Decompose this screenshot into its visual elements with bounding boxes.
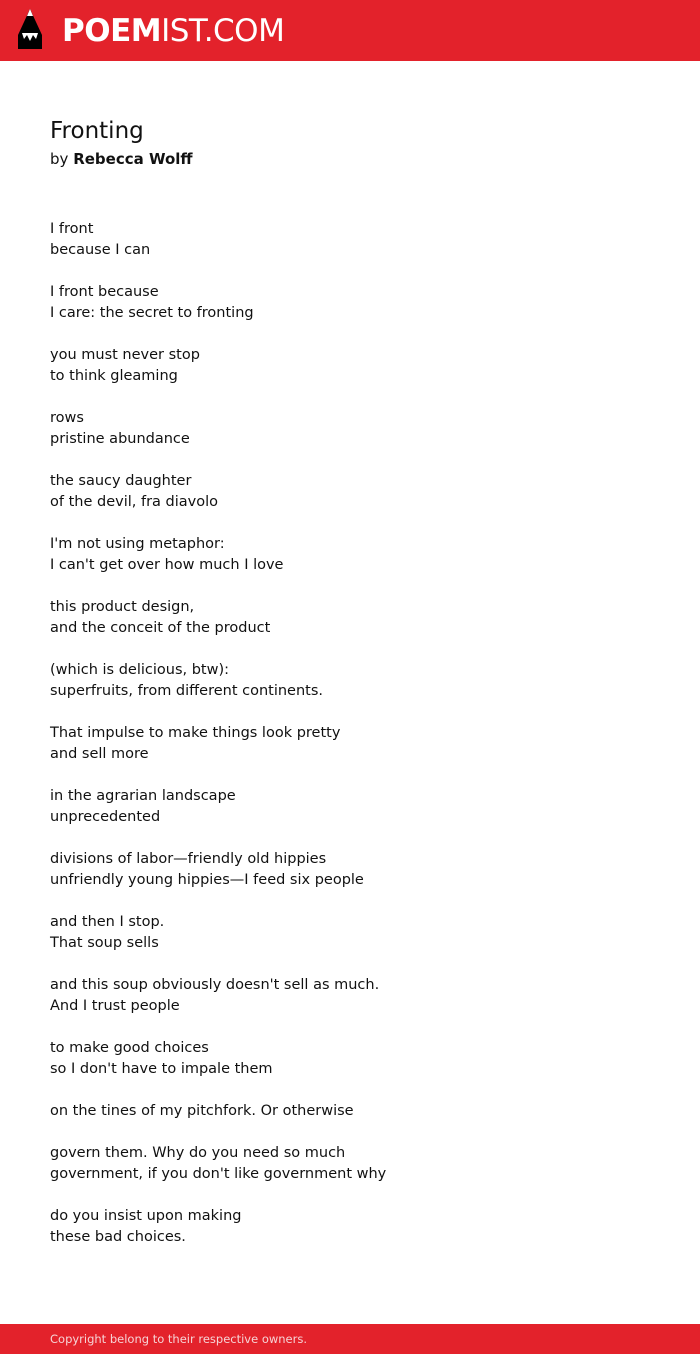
poem-line: I'm not using metaphor: (50, 536, 225, 552)
poem-line: That impulse to make things look pretty (50, 725, 341, 741)
poem-line: superfruits, from different continents. (50, 683, 324, 699)
stanza (50, 660, 650, 702)
poem-line: do you insist upon making (50, 1208, 242, 1224)
poem-line: I can't get over how much I love (50, 557, 284, 573)
poem-line: because I can (50, 242, 151, 258)
logo-bold-text: POEM (62, 13, 162, 49)
stanza (50, 1206, 650, 1248)
poem-title: Fronting (50, 118, 144, 144)
stanza (50, 534, 650, 576)
poem-line: and sell more (50, 746, 149, 762)
pencil-tip-icon[interactable] (16, 9, 44, 51)
stanza (50, 912, 650, 954)
poem-line: of the devil, fra diavolo (50, 494, 219, 510)
poem-line: I front (50, 221, 94, 237)
stanza (50, 1143, 650, 1185)
poem-line: the saucy daughter (50, 473, 192, 489)
stanza (50, 282, 650, 324)
poem-line: unfriendly young hippies—I feed six people (50, 872, 364, 888)
poem-line: I front because (50, 284, 159, 300)
poem-line: pristine abundance (50, 431, 190, 447)
poem-line: and then I stop. (50, 914, 165, 930)
stanza (50, 408, 650, 450)
copyright-text: Copyright belong to their respective owners. (50, 1332, 308, 1346)
byline-prefix: by (50, 150, 69, 168)
stanza (50, 1038, 650, 1080)
poem-line: these bad choices. (50, 1229, 186, 1245)
poem-line: to think gleaming (50, 368, 178, 384)
poem-line: so I don't have to impale them (50, 1061, 273, 1077)
stanza (50, 786, 650, 828)
author-name: Rebecca Wolff (73, 150, 193, 168)
poem-line: unprecedented (50, 809, 161, 825)
poem-line: (which is delicious, btw): (50, 662, 230, 678)
poem-line: and the conceit of the product (50, 620, 271, 636)
site-header (0, 0, 700, 61)
logo-light-text: IST.COM (161, 13, 285, 49)
stanza (50, 471, 650, 513)
poem-line: government, if you don't like government why (50, 1166, 387, 1182)
poem-line: govern them. Why do you need so much (50, 1145, 346, 1161)
poem-line: this product design, (50, 599, 195, 615)
site-footer (0, 1324, 700, 1354)
poem-line: and this soup obviously doesn't sell as much. (50, 977, 380, 993)
poem-line: I care: the secret to fronting (50, 305, 254, 321)
poem-line: in the agrarian landscape (50, 788, 236, 804)
poem-line: That soup sells (50, 935, 159, 951)
stanza (50, 849, 650, 891)
stanza (50, 975, 650, 1017)
poem-line: on the tines of my pitchfork. Or otherwise (50, 1103, 354, 1119)
stanza (50, 597, 650, 639)
poem-body (50, 219, 650, 1269)
stanza (50, 345, 650, 387)
byline (50, 148, 193, 170)
poem-line: And I trust people (50, 998, 180, 1014)
poem-line: to make good choices (50, 1040, 209, 1056)
site-logo[interactable] (62, 11, 284, 51)
poem-line: you must never stop (50, 347, 200, 363)
stanza (50, 723, 650, 765)
poem-line: rows (50, 410, 84, 426)
stanza (50, 219, 650, 261)
poem-line: divisions of labor—friendly old hippies (50, 851, 327, 867)
stanza (50, 1101, 650, 1122)
